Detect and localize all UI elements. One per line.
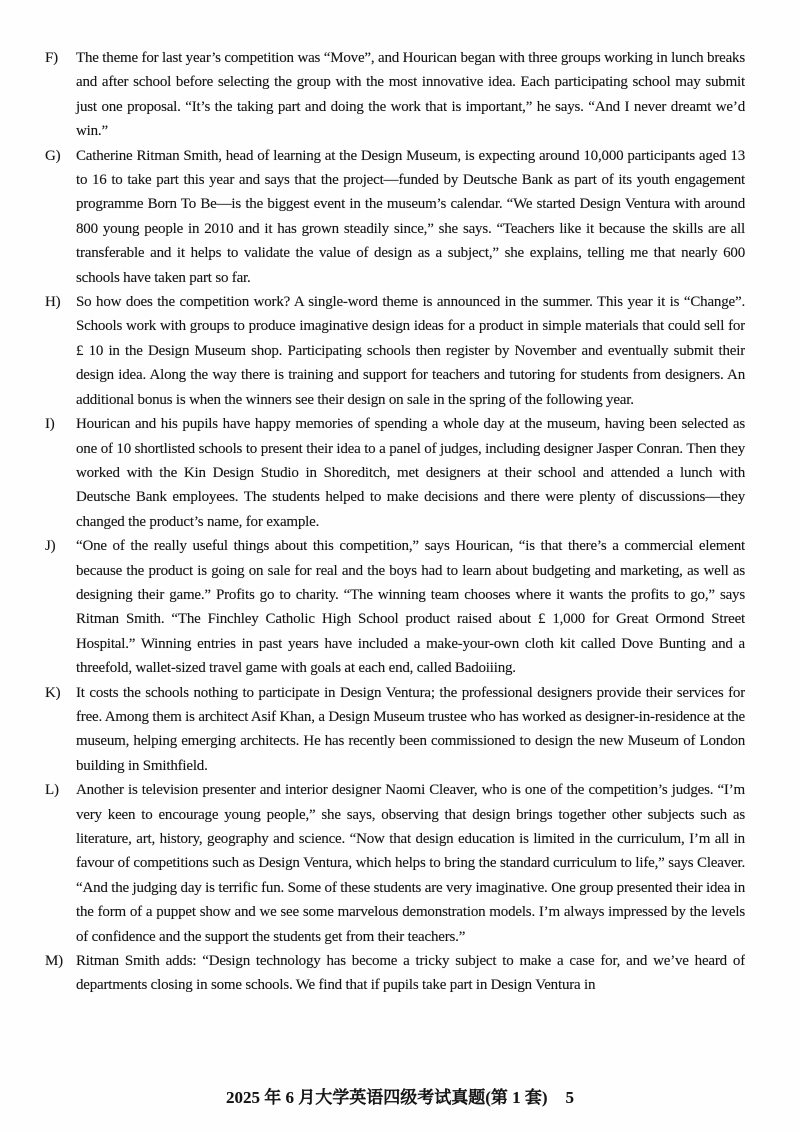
paragraph-i xyxy=(45,412,745,534)
footer-page-number: 5 xyxy=(565,1088,575,1107)
reading-passage xyxy=(45,46,745,1082)
paragraph-h-text: So how does the competition work? A single-word theme is announced in the summer. This year it is “Change”. Schools work with groups to produce imaginative design ideas for a product in simple materials that could sell for £ 10 in the Design Museum shop. Participating schools then register by November and eventually submit their design idea. Along the way there is training and support for teachers and tutoring for students from designers. An additional bonus is when the winners see their design on sale in the spring of the following year. xyxy=(76,294,745,408)
paragraph-f-label: F) xyxy=(45,50,58,66)
paragraph-g xyxy=(45,144,745,290)
paragraph-f-text: The theme for last year’s competition was “Move”, and Hourican began with three groups working in lunch breaks and after school before selecting the group with the most innovative idea. Each participating school may submit just one proposal. “It’s the taking part and doing the work that is important,” he says. “And I never dreamt we’d win.” xyxy=(76,50,745,140)
footer-exam-title: 2025 年 6 月大学英语四级考试真题(第 1 套) xyxy=(225,1088,548,1107)
paragraph-m-label: M) xyxy=(45,953,63,970)
paragraph-f xyxy=(45,46,745,144)
paragraph-j-text: “One of the really useful things about this competition,” says Hourican, “is that there’s a commercial element because the product is going on sale for real and the boys had to learn about budgeting and marketing, as well as designing their game.” Profits go to charity. “The winning team chooses where it wants the profits to go,” says Ritman Smith. “The Finchley Catholic High School product raised about £ 1,000 for Great Ormond Street Hospital.” Winning entries in past years have included a make-your-own cloth kit called Dove Bunting and a threefold, wallet-sized travel game with goals at each end, called Badoiiing. xyxy=(76,538,745,677)
paragraph-m xyxy=(45,949,745,998)
paragraph-h-label: H) xyxy=(45,294,61,311)
paragraph-l xyxy=(45,778,745,949)
paragraph-j-label: J) xyxy=(45,538,56,555)
paragraph-h xyxy=(45,290,745,412)
paragraph-i-label: I) xyxy=(45,416,55,433)
page-footer xyxy=(0,1084,800,1112)
paragraph-l-label: L) xyxy=(45,782,59,799)
paragraph-g-text: Catherine Ritman Smith, head of learning at the Design Museum, is expecting around 10,000 participants aged 13 to 16 to take part this year and says that the project—funded by Deutsche Bank as part of its youth engagement programme Born To Be—is the biggest event in the museum’s calendar. “We started Design Ventura with around 800 young people in 2010 and it has grown steadily since,” she says. “Teachers like it because the skills are all transferable and it helps to validate the value of design as a subject,” she explains, telling me that nearly 600 schools have taken part so far. xyxy=(76,147,745,286)
paragraph-m-text: Ritman Smith adds: “Design technology has become a tricky subject to make a case for, and we’ve heard of departments closing in some schools. We find that if pupils take part in Design Ventura in xyxy=(76,953,745,994)
paragraph-k-text: It costs the schools nothing to participate in Design Ventura; the professional designers provide their services for free. Among them is architect Asif Khan, a Design Museum trustee who has worked as designer-in-residence at the museum, helping emerging architects. He has recently been commissioned to design the new Museum of London building in Smithfield. xyxy=(76,684,745,774)
paragraph-l-text: Another is television presenter and interior designer Naomi Cleaver, who is one of the competition’s judges. “I’m very keen to encourage young people,” she says, observing that design brings together other subjects such as literature, art, history, geography and science. “Now that design education is limited in the curriculum, I’m all in favour of competitions such as Design Ventura, which helps to bring the standard curriculum to life,” says Cleaver. “And the judging day is terrific fun. Some of these students are very imaginative. One group presented their idea in the form of a puppet show and we see some marvelous demonstration models. I’m always impressed by the levels of confidence and the support the students get from their teachers.” xyxy=(76,782,745,945)
paragraph-k xyxy=(45,681,745,779)
paragraph-g-label: G) xyxy=(45,147,61,164)
paragraph-j xyxy=(45,534,745,680)
paragraph-i-text: Hourican and his pupils have happy memories of spending a whole day at the museum, having been selected as one of 10 shortlisted schools to present their idea to a panel of judges, including designer Jasper Conran. Then they worked with the Kin Design Studio in Shoreditch, met designers at their school and attended a lunch with Deutsche Bank employees. The students helped to make decisions and there were plenty of discussions—they changed the product’s name, for example. xyxy=(76,416,745,530)
paragraph-k-label: K) xyxy=(45,684,61,701)
